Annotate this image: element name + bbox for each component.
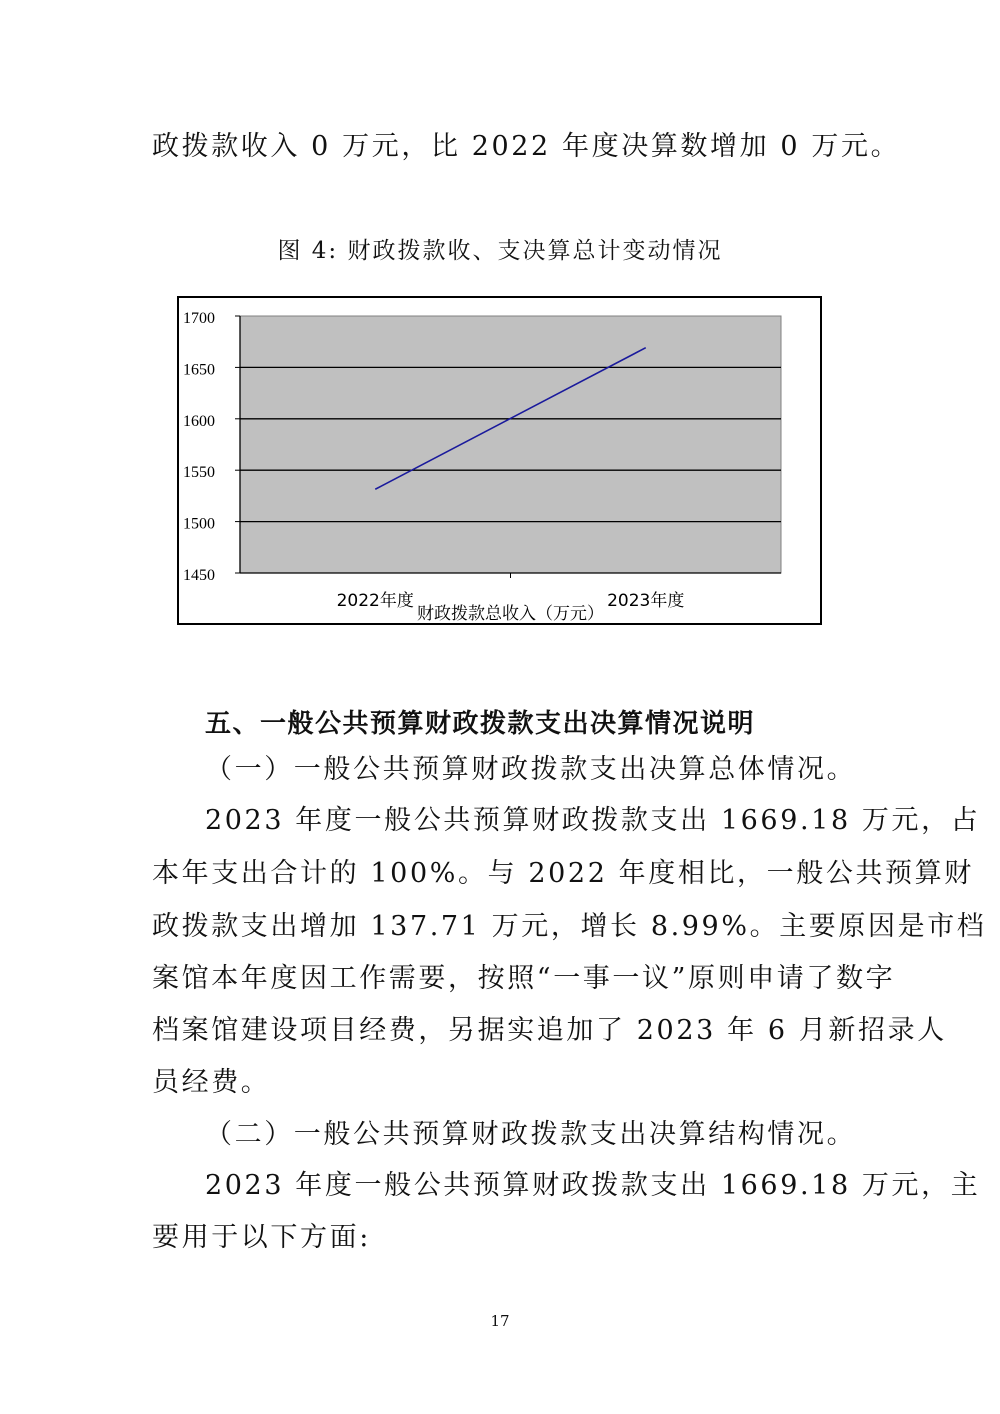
- y-tick-label: 1550: [183, 464, 215, 482]
- paragraph-line: 案馆本年度因工作需要，按照“一事一议”原则申请了数字: [152, 963, 896, 994]
- y-tick-label: 1600: [183, 412, 215, 430]
- x-tick-label: 2023年度: [607, 591, 685, 611]
- paragraph-line: 政拨款支出增加 137.71 万元，增长 8.99%。主要原因是市档: [152, 911, 987, 942]
- paragraph-line: 本年支出合计的 100%。与 2022 年度相比，一般公共预算财: [152, 858, 974, 889]
- x-axis-title: 财政拨款总收入（万元）: [417, 604, 604, 624]
- y-tick-label: 1700: [183, 310, 215, 327]
- y-tick-label: 1450: [183, 567, 215, 584]
- paragraph-line: 档案馆建设项目经费，另据实追加了 2023 年 6 月新招录人: [152, 1015, 947, 1046]
- page-number: 17: [490, 1312, 510, 1330]
- subsection-heading: （二）一般公共预算财政拨款支出决算结构情况。: [205, 1119, 857, 1150]
- text-line: 政拨款收入 0 万元，比 2022 年度决算数增加 0 万元。: [152, 131, 901, 162]
- section-heading: 五、一般公共预算财政拨款支出决算情况说明: [205, 709, 756, 739]
- paragraph-line: 2023 年度一般公共预算财政拨款支出 1669.18 万元，占: [205, 805, 981, 836]
- y-tick-label: 1650: [183, 361, 215, 379]
- figure-caption: 图 4: 财政拨款收、支决算总计变动情况: [277, 238, 723, 264]
- chart-svg: [179, 298, 824, 627]
- subsection-heading: （一）一般公共预算财政拨款支出决算总体情况。: [205, 754, 857, 785]
- x-tick-label: 2022年度: [336, 591, 414, 611]
- y-tick-label: 1500: [183, 515, 215, 533]
- paragraph-line: 要用于以下方面:: [152, 1222, 371, 1253]
- plot-area: [240, 316, 781, 573]
- paragraph-line: 2023 年度一般公共预算财政拨款支出 1669.18 万元，主: [205, 1170, 981, 1201]
- line-chart: [177, 296, 822, 625]
- paragraph-line: 员经费。: [152, 1067, 271, 1098]
